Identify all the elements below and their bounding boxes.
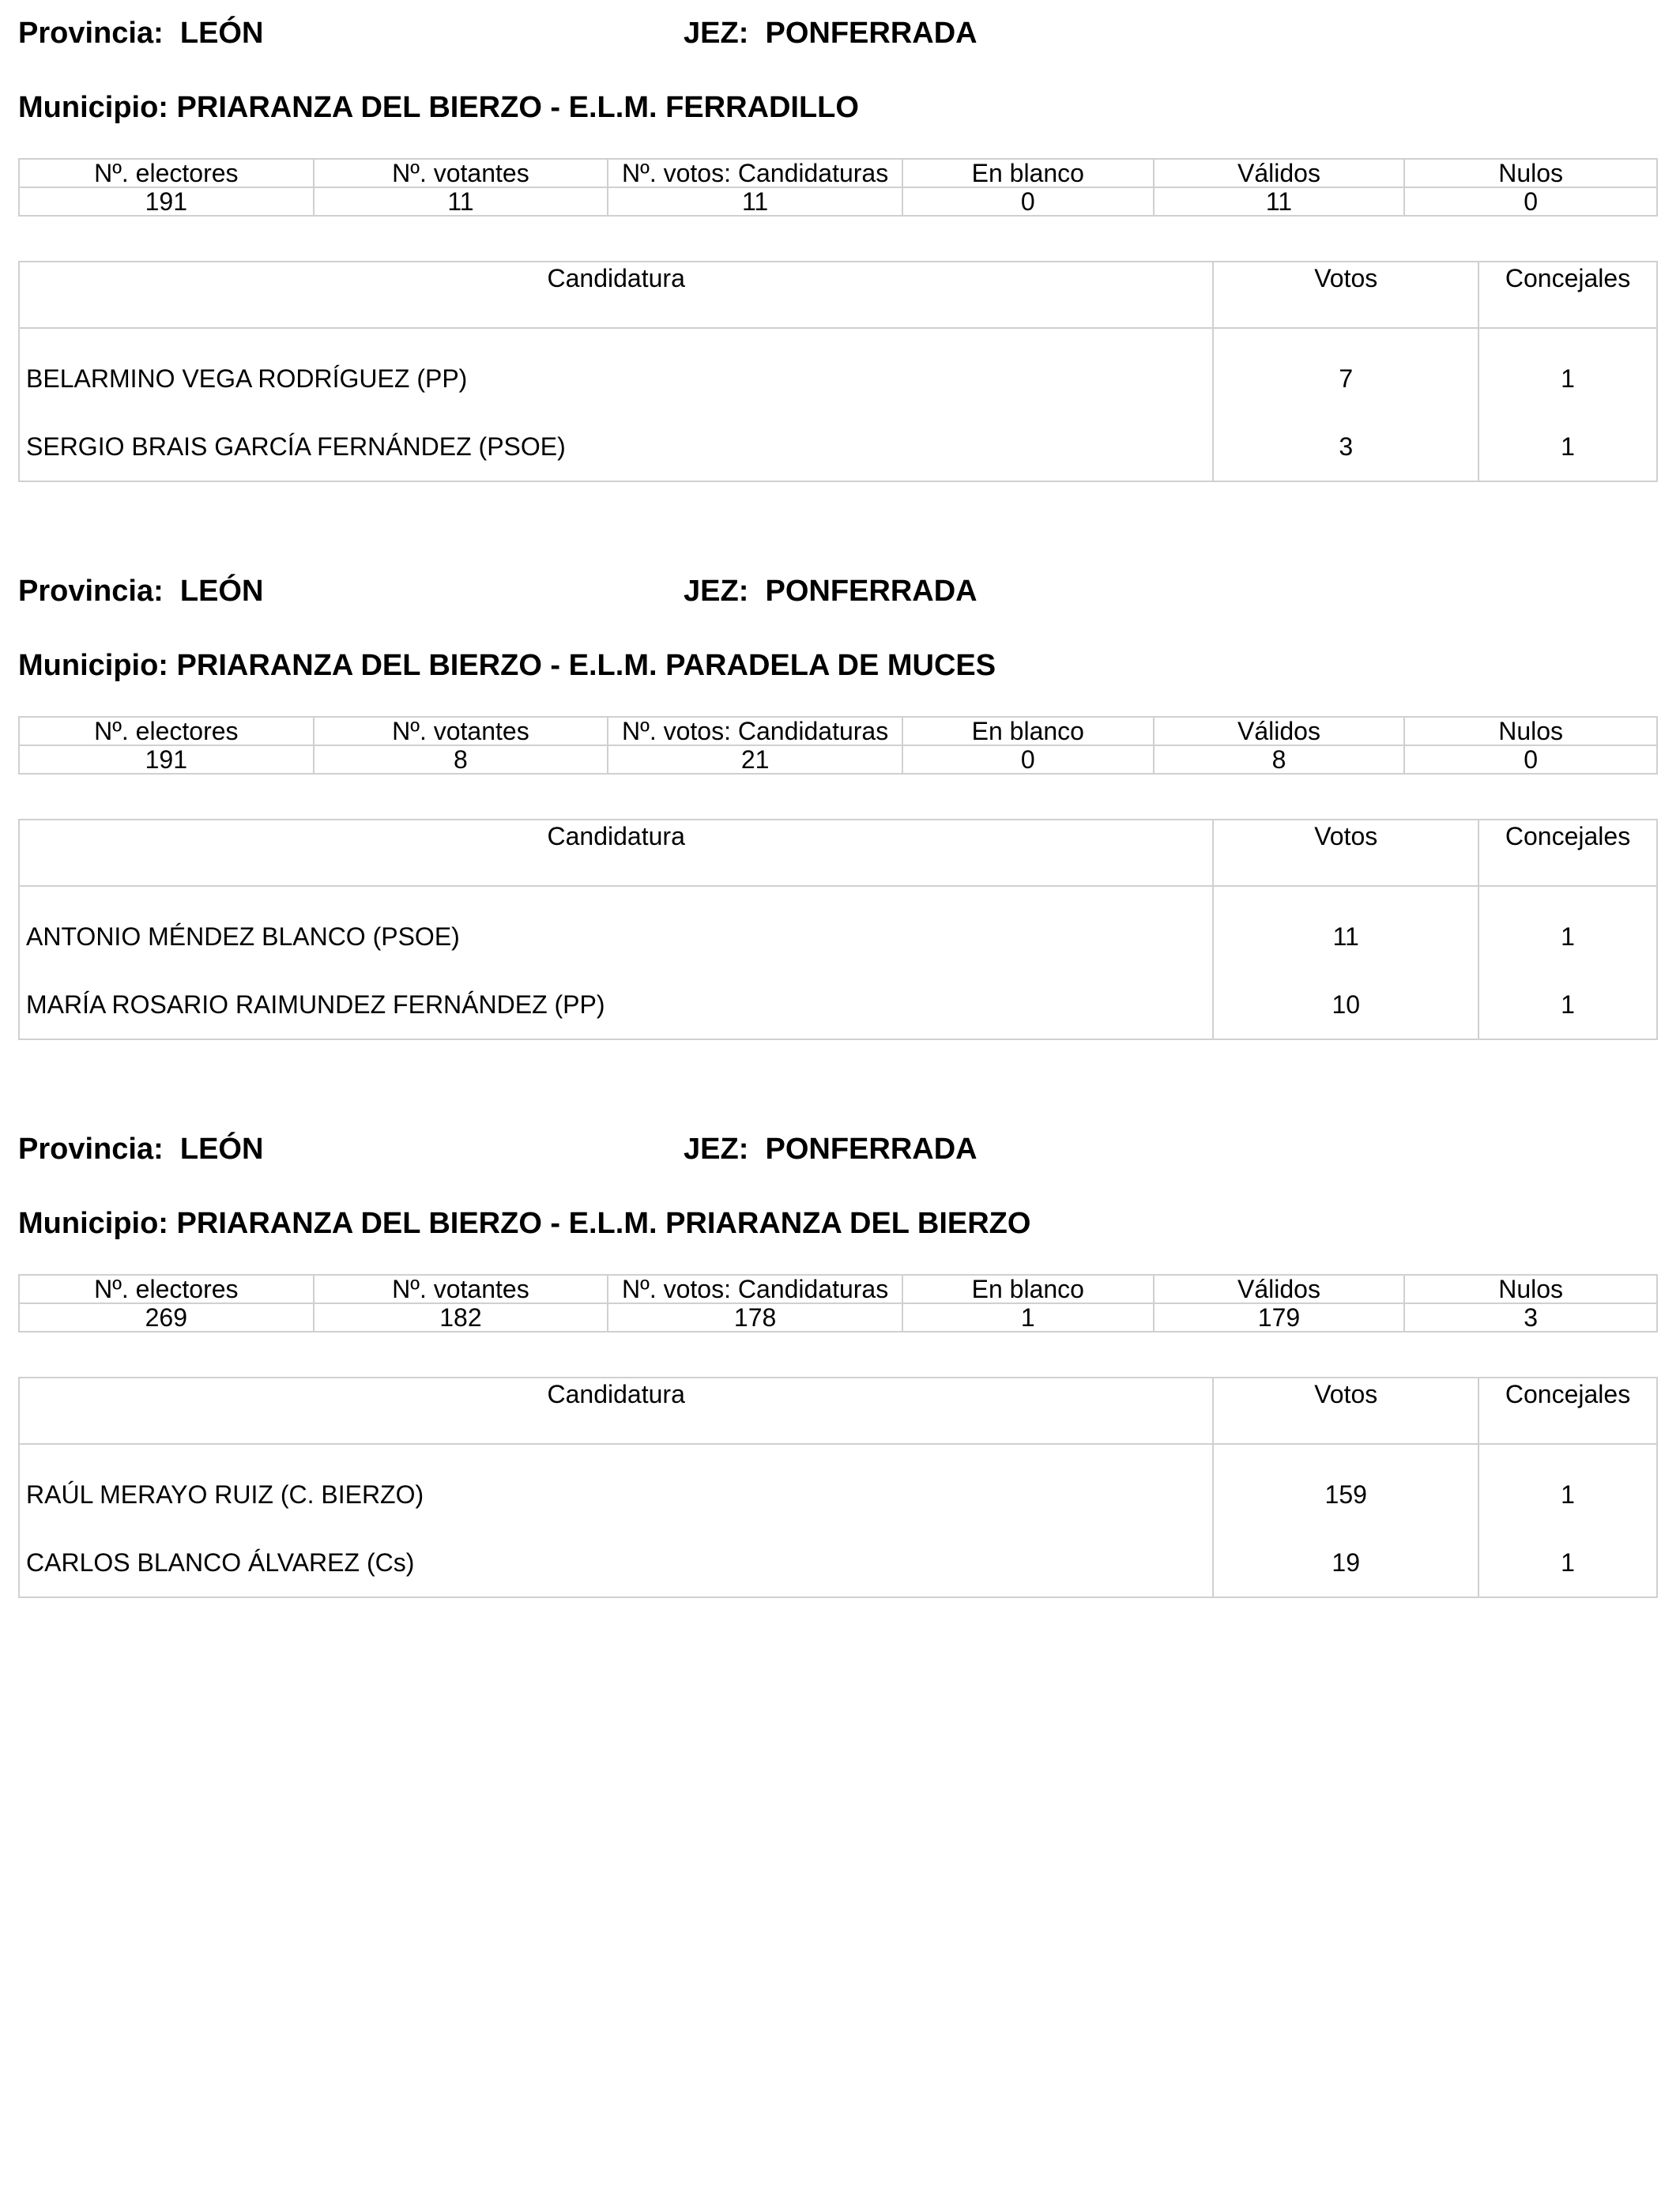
- stats-value: 269: [19, 1303, 314, 1332]
- candidate-votos: 3: [1213, 413, 1478, 481]
- jez-label: JEZ:: [684, 17, 749, 50]
- stats-header: Nº. votantes: [314, 717, 608, 745]
- stats-value: 8: [1154, 745, 1405, 774]
- table-row: [19, 1529, 1657, 1597]
- municipio-value: PRIARANZA DEL BIERZO - E.L.M. FERRADILLO: [176, 91, 859, 124]
- municipio-value: PRIARANZA DEL BIERZO - E.L.M. PARADELA DE MUCES: [176, 649, 996, 682]
- municipio-label: Municipio:: [18, 649, 168, 682]
- candidate-name: SERGIO BRAIS GARCÍA FERNÁNDEZ (PSOE): [26, 432, 566, 461]
- candidate-name: CARLOS BLANCO ÁLVAREZ (Cs): [26, 1547, 415, 1577]
- stats-value: 0: [902, 187, 1154, 216]
- jez-value: PONFERRADA: [765, 17, 977, 50]
- jez-line: [684, 16, 977, 51]
- provincia-line: [18, 574, 263, 609]
- provincia-value: LEÓN: [179, 17, 264, 50]
- candidate-votos: 7: [1213, 328, 1478, 413]
- provincia-value: LEÓN: [179, 575, 264, 608]
- provincia-value: LEÓN: [179, 1133, 264, 1166]
- provincia-label: Provincia:: [18, 17, 164, 50]
- stats-header: Nº. electores: [19, 159, 314, 187]
- stats-value: 8: [314, 745, 608, 774]
- stats-table: [18, 716, 1658, 775]
- stats-value-row: [19, 745, 1657, 774]
- candidate-name: BELARMINO VEGA RODRÍGUEZ (PP): [26, 364, 468, 393]
- candidate-name: ANTONIO MÉNDEZ BLANCO (PSOE): [26, 922, 460, 951]
- municipio-label: Municipio:: [18, 1207, 168, 1240]
- candidates-header-row: [19, 1378, 1657, 1444]
- stats-header-row: [19, 159, 1657, 187]
- stats-header-row: [19, 717, 1657, 745]
- stats-header: En blanco: [902, 159, 1154, 187]
- votos-header: Votos: [1213, 820, 1478, 886]
- candidate-name: RAÚL MERAYO RUIZ (C. BIERZO): [26, 1480, 424, 1509]
- municipio-label: Municipio:: [18, 91, 168, 124]
- candidate-concejales: 1: [1478, 1529, 1657, 1597]
- candidate-concejales: 1: [1478, 413, 1657, 481]
- jez-value: PONFERRADA: [765, 1133, 977, 1166]
- stats-header: Nº. votantes: [314, 1275, 608, 1303]
- election-section-3: [18, 1132, 1658, 1582]
- municipio-value: PRIARANZA DEL BIERZO - E.L.M. PRIARANZA DEL BIERZO: [176, 1207, 1031, 1240]
- votos-header: Votos: [1213, 262, 1478, 328]
- stats-header: Válidos: [1154, 717, 1405, 745]
- stats-value: 0: [1404, 745, 1657, 774]
- stats-header: Válidos: [1154, 159, 1405, 187]
- concejales-header: Concejales: [1478, 262, 1657, 328]
- stats-value: 11: [1154, 187, 1405, 216]
- stats-value: 3: [1404, 1303, 1657, 1332]
- provincia-label: Provincia:: [18, 575, 164, 608]
- candidate-concejales: 1: [1478, 1444, 1657, 1529]
- candidate-votos: 19: [1213, 1529, 1478, 1597]
- stats-header: Nº. votos: Candidaturas: [608, 159, 902, 187]
- stats-header: Nº. electores: [19, 717, 314, 745]
- candidates-table: [18, 819, 1658, 1040]
- stats-header: Nº. votantes: [314, 159, 608, 187]
- stats-value: 0: [1404, 187, 1657, 216]
- jez-value: PONFERRADA: [765, 575, 977, 608]
- candidates-header-row: [19, 820, 1657, 886]
- stats-value: 178: [608, 1303, 902, 1332]
- provincia-line: [18, 16, 263, 51]
- table-row: [19, 328, 1657, 413]
- municipio-line: [18, 1206, 1030, 1241]
- stats-value: 182: [314, 1303, 608, 1332]
- jez-label: JEZ:: [684, 1133, 749, 1166]
- stats-table: [18, 1274, 1658, 1333]
- stats-header: En blanco: [902, 1275, 1154, 1303]
- table-row: [19, 886, 1657, 971]
- stats-value: 11: [608, 187, 902, 216]
- votos-header: Votos: [1213, 1378, 1478, 1444]
- concejales-header: Concejales: [1478, 1378, 1657, 1444]
- stats-header: Nulos: [1404, 717, 1657, 745]
- stats-header: Nulos: [1404, 1275, 1657, 1303]
- candidatura-header: Candidatura: [19, 820, 1213, 886]
- stats-table: [18, 158, 1658, 217]
- stats-value: 11: [314, 187, 608, 216]
- stats-header: Válidos: [1154, 1275, 1405, 1303]
- candidate-name: MARÍA ROSARIO RAIMUNDEZ FERNÁNDEZ (PP): [26, 990, 605, 1019]
- stats-value: 0: [902, 745, 1154, 774]
- jez-line: [684, 574, 977, 609]
- table-row: [19, 971, 1657, 1039]
- jez-line: [684, 1132, 977, 1167]
- table-row: [19, 1444, 1657, 1529]
- concejales-header: Concejales: [1478, 820, 1657, 886]
- stats-value: 191: [19, 187, 314, 216]
- candidatura-header: Candidatura: [19, 1378, 1213, 1444]
- stats-header: En blanco: [902, 717, 1154, 745]
- candidates-table: [18, 1377, 1658, 1598]
- election-section-1: [18, 16, 1658, 466]
- stats-value-row: [19, 187, 1657, 216]
- stats-value: 21: [608, 745, 902, 774]
- stats-header: Nº. votos: Candidaturas: [608, 717, 902, 745]
- jez-label: JEZ:: [684, 575, 749, 608]
- table-row: [19, 413, 1657, 481]
- candidate-votos: 159: [1213, 1444, 1478, 1529]
- candidate-concejales: 1: [1478, 328, 1657, 413]
- candidate-votos: 10: [1213, 971, 1478, 1039]
- candidates-table: [18, 261, 1658, 482]
- candidatura-header: Candidatura: [19, 262, 1213, 328]
- provincia-line: [18, 1132, 263, 1167]
- stats-value: 191: [19, 745, 314, 774]
- candidate-concejales: 1: [1478, 971, 1657, 1039]
- candidate-votos: 11: [1213, 886, 1478, 971]
- stats-value: 179: [1154, 1303, 1405, 1332]
- stats-header-row: [19, 1275, 1657, 1303]
- stats-value: 1: [902, 1303, 1154, 1332]
- candidates-header-row: [19, 262, 1657, 328]
- municipio-line: [18, 90, 859, 125]
- candidate-concejales: 1: [1478, 886, 1657, 971]
- stats-value-row: [19, 1303, 1657, 1332]
- stats-header: Nº. electores: [19, 1275, 314, 1303]
- stats-header: Nº. votos: Candidaturas: [608, 1275, 902, 1303]
- stats-header: Nulos: [1404, 159, 1657, 187]
- municipio-line: [18, 648, 996, 683]
- provincia-label: Provincia:: [18, 1133, 164, 1166]
- election-section-2: [18, 574, 1658, 1024]
